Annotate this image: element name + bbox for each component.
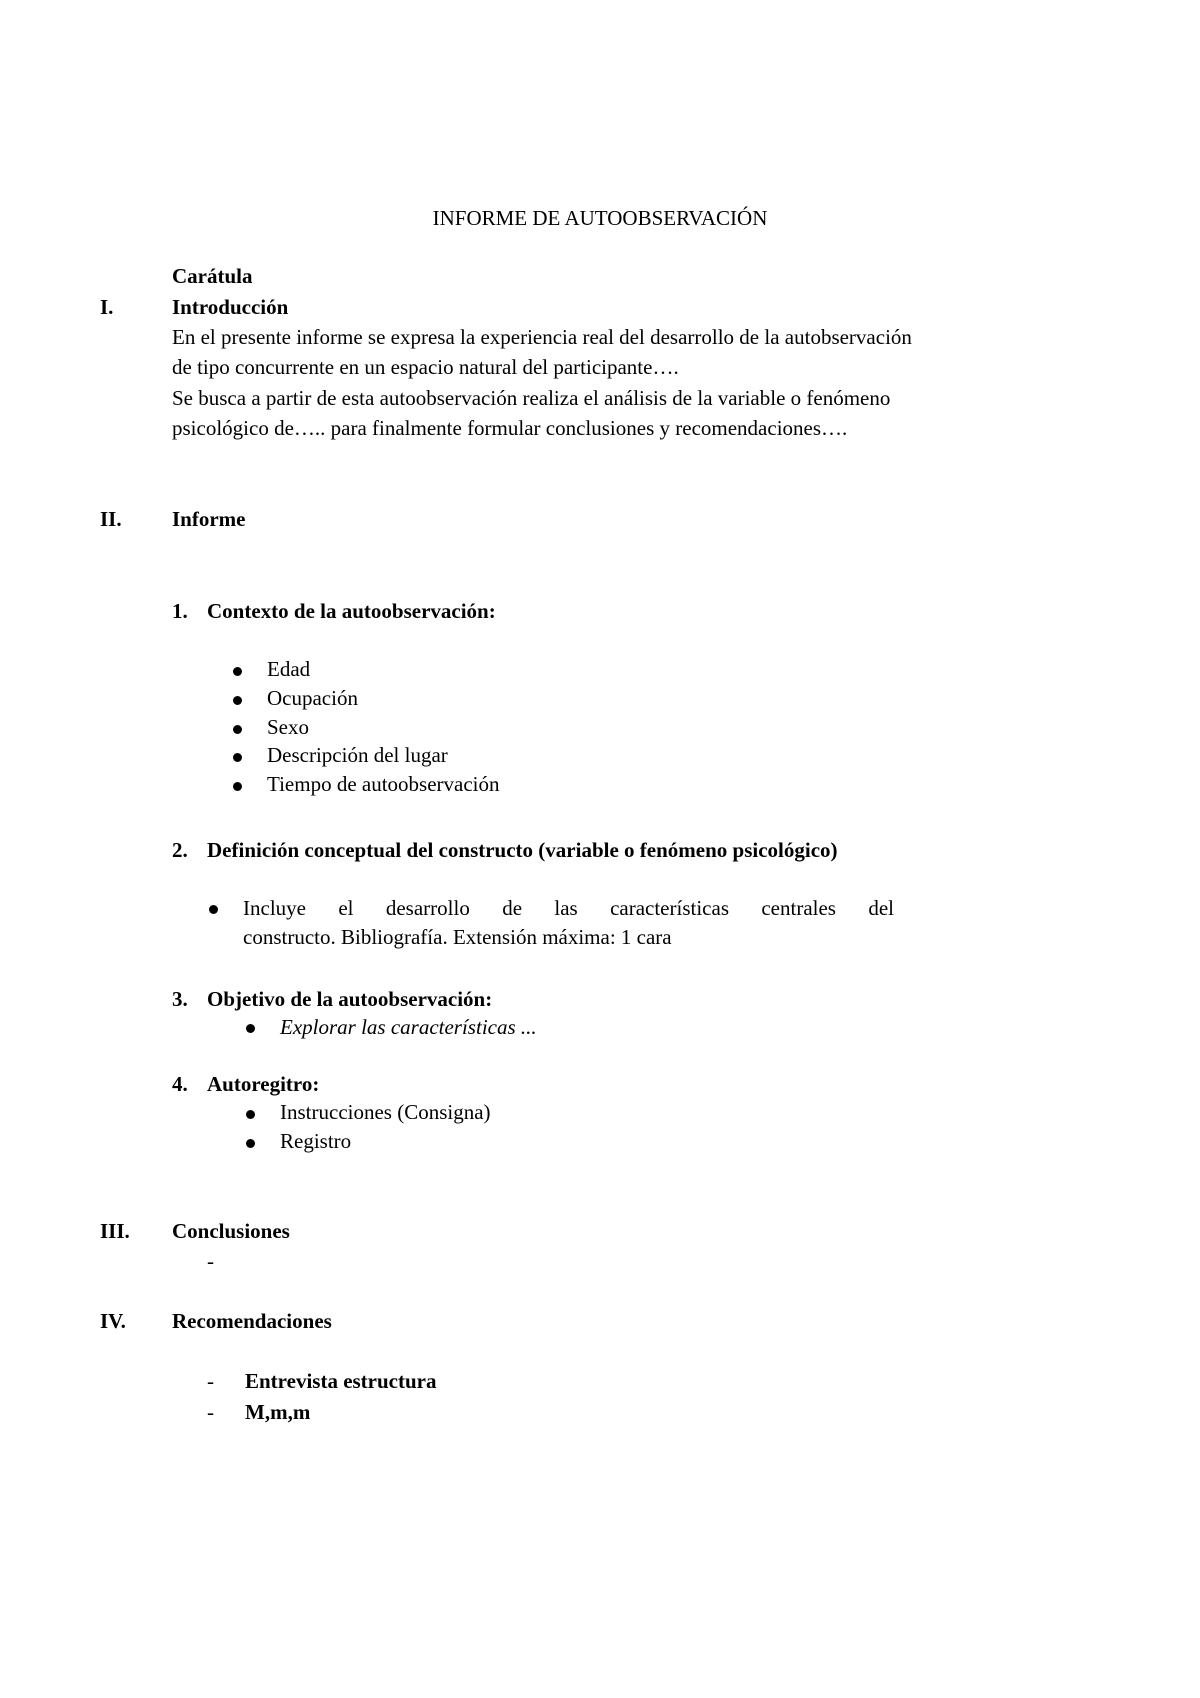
intro-line-4: psicológico de….. para finalmente formular conclusiones y recomendaciones…. [172,416,848,440]
section-numeral-2: II. [100,507,122,531]
section-heading-informe: Informe [172,507,246,531]
bullet-icon [246,1024,255,1033]
list-item-lugar: Descripción del lugar [267,743,448,767]
recommendation-entrevista: Entrevista estructura [245,1369,437,1393]
conclusions-dash: - [207,1249,214,1273]
item-number-1: 1. [172,599,188,623]
list-item-tiempo: Tiempo de autoobservación [267,772,500,796]
bullet-icon [233,753,242,762]
bullet-icon [246,1110,255,1119]
recommendation-dash-1: - [207,1369,214,1393]
list-item-instrucciones: Instrucciones (Consigna) [280,1100,491,1124]
caratula-label: Carátula [172,264,253,288]
section-numeral-1: I. [100,295,114,319]
list-item-incluye-line-2: constructo. Bibliografía. Extensión máxima: 1 cara [243,925,672,949]
list-item-edad: Edad [267,657,311,681]
bullet-icon [233,782,242,791]
bullet-icon [233,696,242,705]
intro-line-2: de tipo concurrente en un espacio natural del participante…. [172,355,679,379]
intro-line-3: Se busca a partir de esta autoobservación realiza el análisis de la variable o fenómeno [172,386,891,410]
item-heading-objetivo: Objetivo de la autoobservación: [207,987,493,1011]
intro-line-1: En el presente informe se expresa la experiencia real del desarrollo de la autobservación [172,325,912,349]
item-heading-autoregistro: Autoregitro: [207,1072,320,1096]
recommendation-mmm: M,m,m [245,1400,311,1424]
bullet-icon [233,725,242,734]
list-item-incluye-line-1: Incluye el desarrollo de las características centrales del [243,896,894,920]
bullet-icon [209,905,218,914]
item-heading-definicion: Definición conceptual del constructo (variable o fenómeno psicológico) [207,838,838,862]
section-heading-introduccion: Introducción [172,295,289,319]
list-item-sexo: Sexo [267,715,309,739]
item-heading-contexto: Contexto de la autoobservación: [207,599,496,623]
section-numeral-4: IV. [100,1309,126,1333]
recommendation-dash-2: - [207,1400,214,1424]
item-number-4: 4. [172,1072,188,1096]
list-item-explorar: Explorar las características ... [280,1015,537,1039]
list-item-ocupacion: Ocupación [267,686,358,710]
document-title: INFORME DE AUTOOBSERVACIÓN [432,206,768,230]
bullet-icon [246,1139,255,1148]
item-number-3: 3. [172,987,188,1011]
list-item-registro: Registro [280,1129,352,1153]
section-heading-conclusiones: Conclusiones [172,1219,290,1243]
section-numeral-3: III. [100,1219,130,1243]
section-heading-recomendaciones: Recomendaciones [172,1309,332,1333]
bullet-icon [233,667,242,676]
item-number-2: 2. [172,838,188,862]
